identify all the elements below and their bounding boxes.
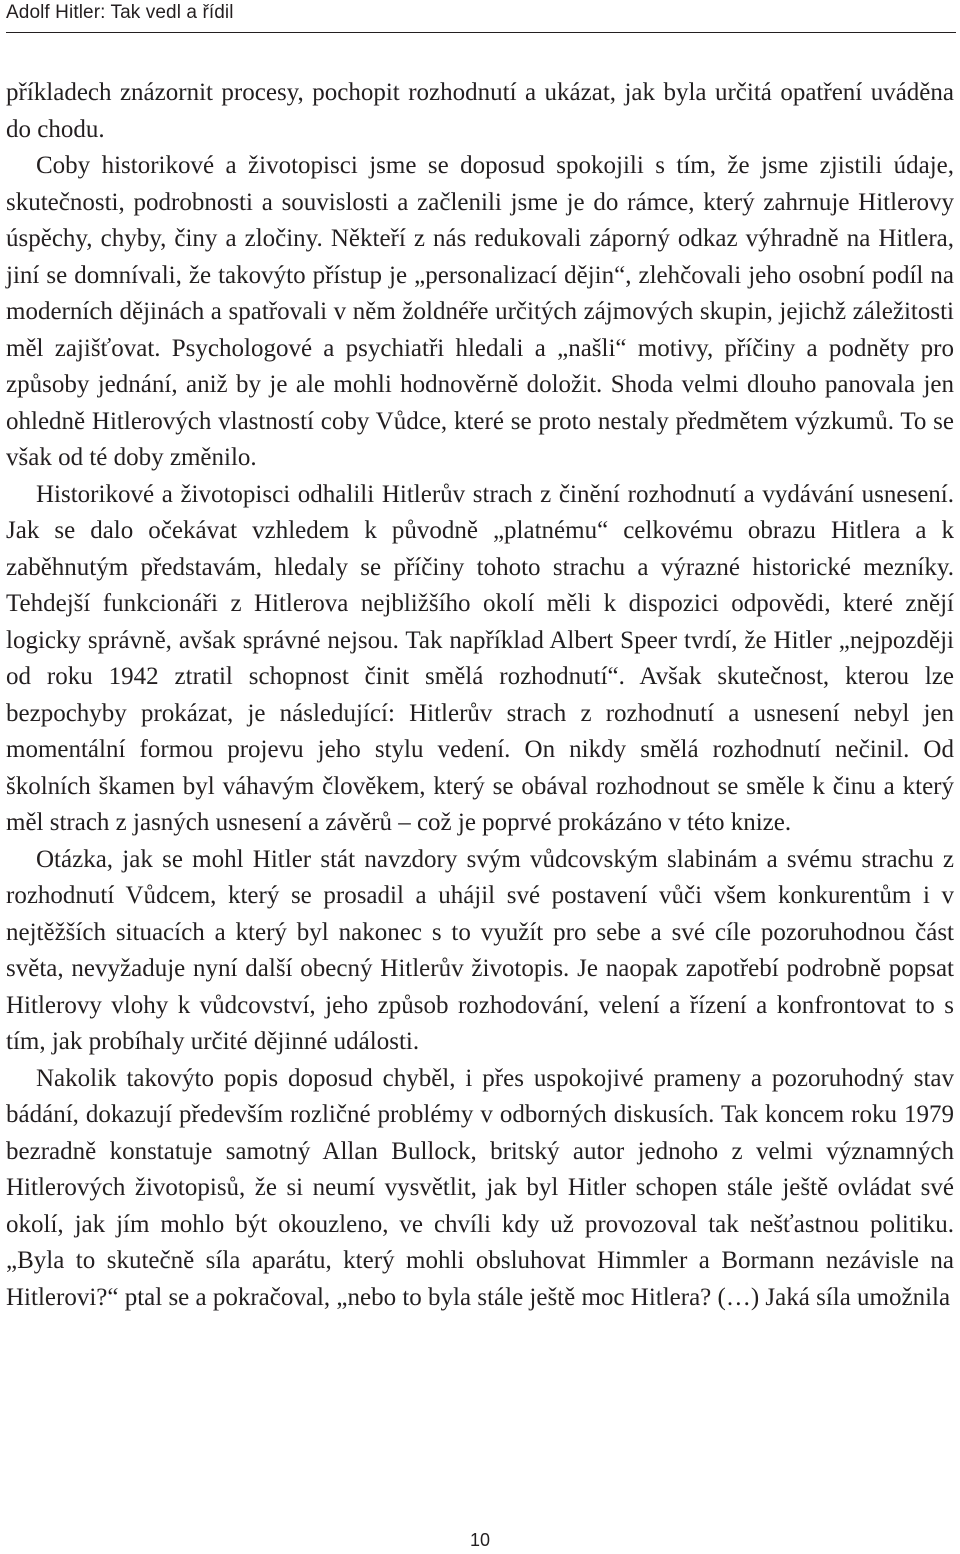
running-header-title: Adolf Hitler: Tak vedl a řídil (6, 2, 234, 23)
header-rule (6, 32, 956, 33)
paragraph: Historikové a životopisci odhalili Hitlerův strach z činění rozhodnutí a vydávání usnesení. Jak se dalo očekávat vzhledem k původně „platnému“ celkovému obrazu Hitlera a k zaběhnutým představám, hledaly se příčiny tohoto strachu a výrazné historické mezníky. Tehdejší funkcionáři z Hitlerova nejbližšího okolí měli k dispozici odpovědi, které znějí logicky správně, avšak správné nejsou. Tak například Albert Speer tvrdí, že Hitler „nejpozději od roku 1942 ztratil schopnost činit smělá rozhodnutí“. Avšak skutečnost, kterou lze bezpochyby prokázat, je následující: Hitlerův strach z rozhodnutí a usnesení nebyl jen momentální formou projevu jeho stylu vedení. On nikdy smělá rozhodnutí nečinil. Od školních škamen byl váhavým člověkem, který se obával rozhodnout se směle k činu a který měl strach z jasných usnesení a závěrů – což je poprvé prokázáno v této knize. (6, 480, 954, 836)
body-text (6, 75, 954, 1316)
paragraph: Otázka, jak se mohl Hitler stát navzdory svým vůdcovským slabinám a svému strachu z rozhodnutí Vůdcem, který se prosadil a uhájil své postavení vůči všem konkurentům i v nejtěžších situacích a který byl nakonec s to využít pro sebe a své cíle pozoruhodnou část světa, nevyžaduje nyní další obecný Hitlerův životopis. Je naopak zapotřebí podrobně popsat Hitlerovy vlohy k vůdcovství, jeho způsob rozhodování, velení a řízení a konfrontovat to s tím, jak probíhaly určité dějinné události. (6, 845, 954, 1055)
paragraph: Coby historikové a životopisci jsme se doposud spokojili s tím, že jsme zjistili údaje, skutečnosti, podrobnosti a souvislosti a začlenili jsme je do rámce, který zahrnuje Hitlerovy úspěchy, chyby, činy a zločiny. Někteří z nás redukovali záporný odkaz výhradně na Hitlera, jiní se domnívali, že takovýto přístup je „personalizací dějin“, zlehčovali jeho osobní podíl na moderních dějinách a spatřovali v něm žoldnéře určitých zájmových skupin, jejichž záležitosti měl zajišťovat. Psychologové a psychiatři hledali a „našli“ motivy, příčiny a podněty pro způsoby jednání, aniž by je ale mohli hodnověrně doložit. Shoda velmi dlouho panovala jen ohledně Hitlerových vlastností coby Vůdce, které se proto nestaly předmětem výzkumů. To se však od té doby změnilo. (6, 152, 954, 471)
paragraph: Nakolik takovýto popis doposud chyběl, i přes uspokojivé prameny a pozoruhodný stav bádání, dokazují především rozličné problémy v odborných diskusích. Tak koncem roku 1979 bezradně konstatuje samotný Allan Bullock, britský autor jednoho z velmi významných Hitlerových životopisů, že si neumí vysvětlit, jak byl Hitler schopen stále ještě ovládat své okolí, jak jím mohlo být okouzleno, ve chvíli kdy už provozoval tak nešťastnou politiku. „Byla to skutečně síla aparátu, který mohli obsluhovat Himmler a Bormann nezávisle na Hitlerovi?“ ptal se a pokračoval, „nebo to byla stále ještě moc Hitlera? (…) Jaká síla umožnila (6, 1064, 954, 1311)
page-number: 10 (469, 1530, 491, 1550)
paragraph-continuation: příkladech znázornit procesy, pochopit rozhodnutí a ukázat, jak byla určitá opatření uváděna do chodu. (6, 79, 954, 143)
